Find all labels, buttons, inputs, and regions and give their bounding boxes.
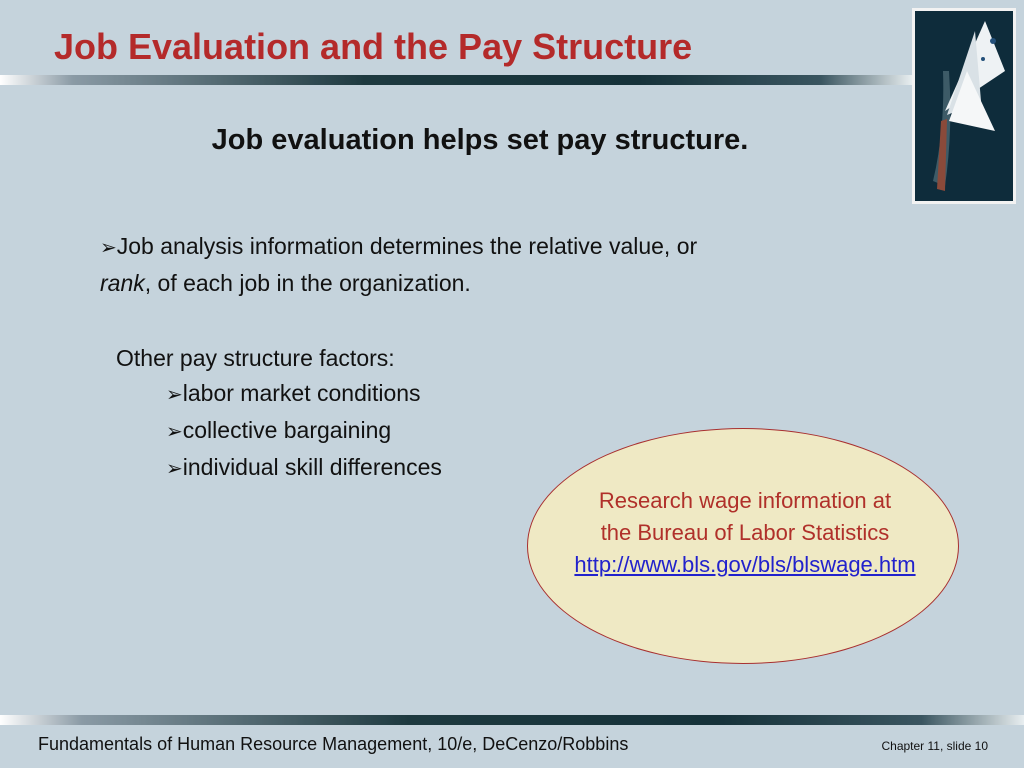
slide-title: Job Evaluation and the Pay Structure [54,26,693,67]
footer-book-title: Fundamentals of Human Resource Management, 10/e, DeCenzo/Robbins [38,734,629,754]
callout-line1: Research wage information at [598,488,892,513]
slide-subtitle: Job evaluation helps set pay structure. [211,124,749,156]
factor-item: ➢collective bargaining [166,417,392,443]
arrow-bullet-icon: ➢ [166,458,183,480]
callout-text [527,485,963,581]
title-divider [0,75,912,85]
arrow-bullet-icon: ➢ [100,237,117,259]
para-line2: , of each job in the organization. [144,270,471,296]
para-italic-rank: rank [100,270,145,296]
factor-item: ➢individual skill differences [166,454,442,480]
arrow-bullet-icon: ➢ [166,384,183,406]
factors-list [116,341,442,487]
sailboat-photo [912,8,1016,204]
factor-item: ➢labor market conditions [166,380,421,406]
job-analysis-paragraph [100,229,860,301]
footer-divider [0,715,1024,725]
bls-wage-link[interactable]: http://www.bls.gov/bls/blswage.htm [574,552,916,577]
callout-line2: the Bureau of Labor Statistics [600,520,890,545]
arrow-bullet-icon: ➢ [166,421,183,443]
para-line1: Job analysis information determines the relative value, or [116,233,698,259]
footer-slide-number: Chapter 11, slide 10 [881,739,988,753]
factors-heading: Other pay structure factors: [116,345,395,371]
